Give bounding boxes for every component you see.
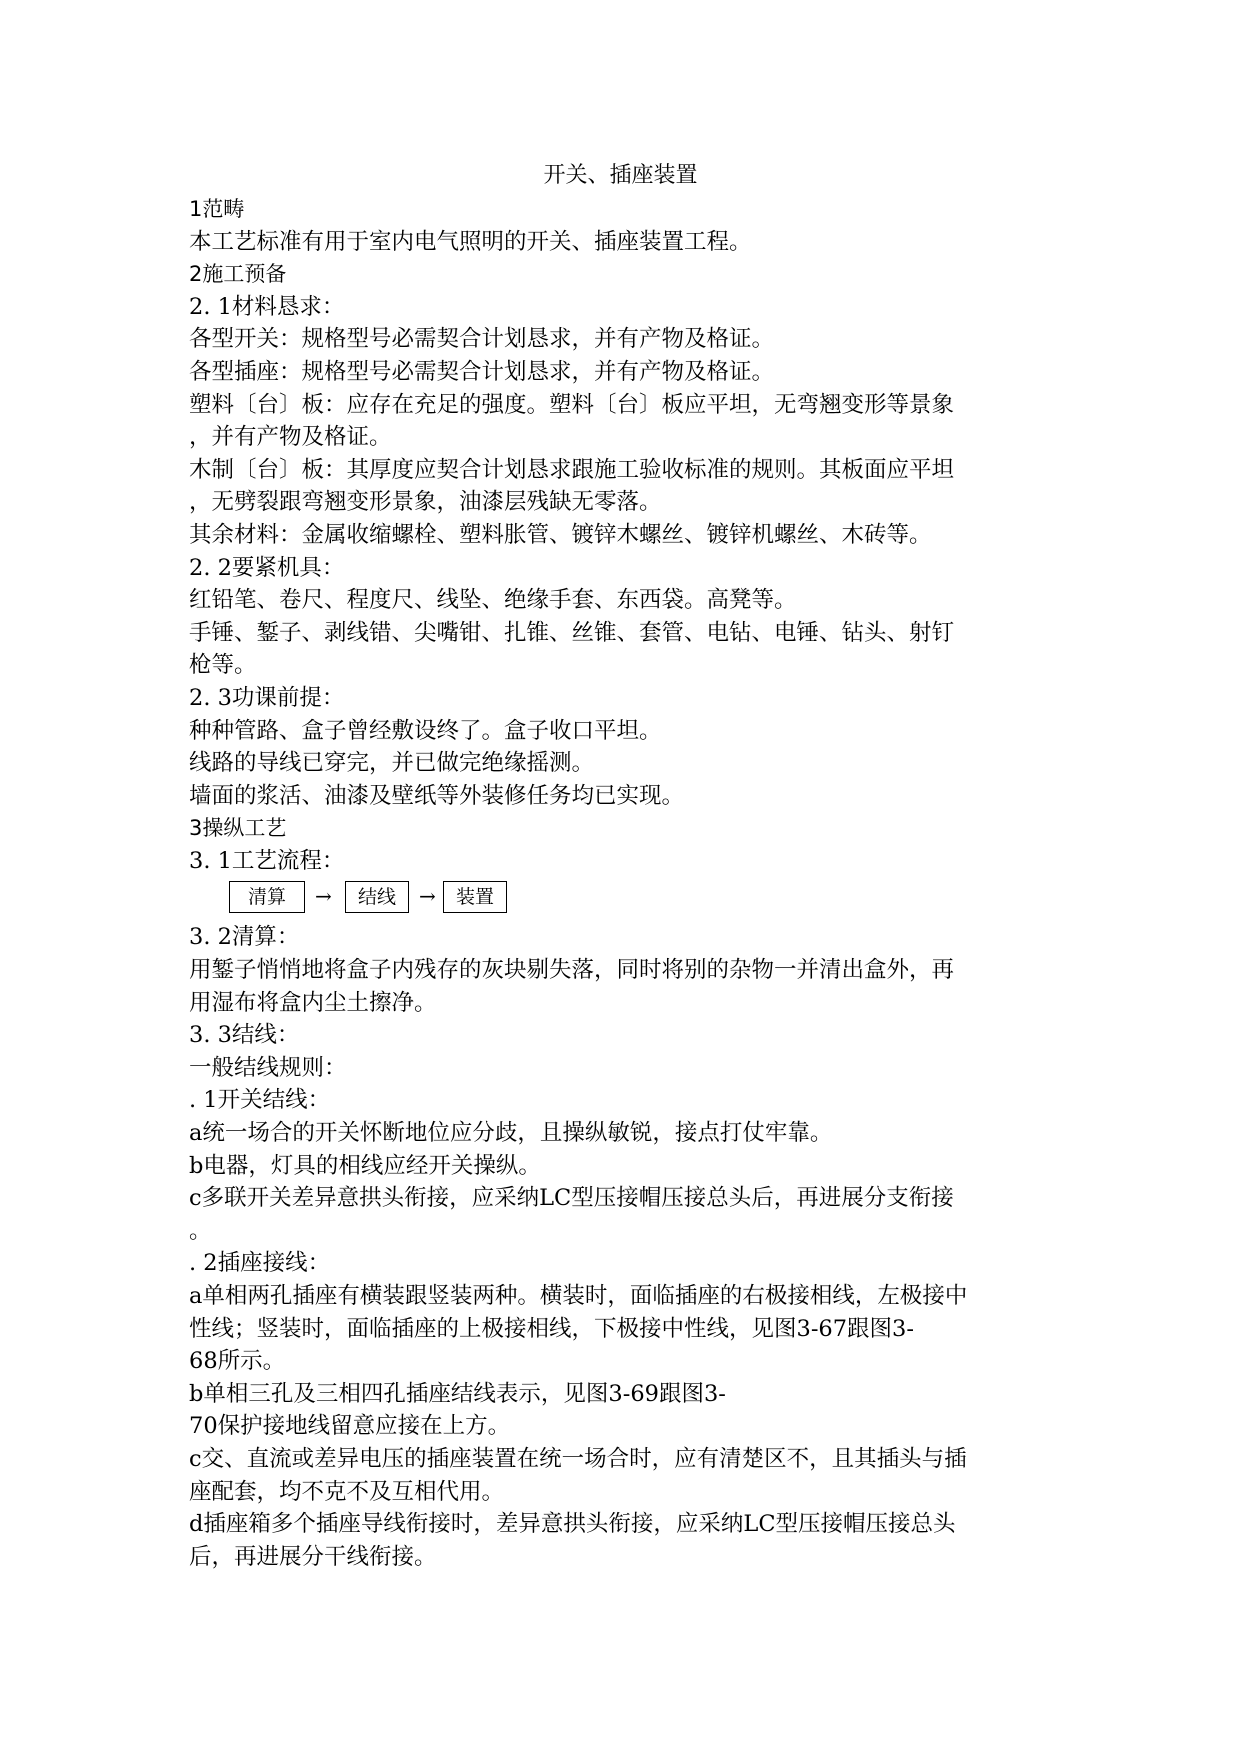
text-line: 枪等。 xyxy=(189,652,257,679)
text-line: 2. 2要紧机具： xyxy=(189,554,345,581)
text-line: ，无劈裂跟弯翘变形景象，油漆层残缺无零落。 xyxy=(189,489,662,516)
body-section-after-flow xyxy=(189,921,1069,1573)
flow-arrow-1: → xyxy=(315,884,332,909)
section-heading: 2施工预备 xyxy=(189,262,287,287)
text-line: 座配套，均不克不及互相代用。 xyxy=(189,1478,505,1505)
flow-arrow-2: → xyxy=(419,884,436,909)
text-line: c多联开关差异意拱头衔接，应采纳LC型压接帽压接总头后，再进展分支衔接 xyxy=(189,1185,954,1212)
text-line: 性线；竖装时，面临插座的上极接相线，下极接中性线，见图3-67跟图3- xyxy=(189,1315,914,1342)
text-line: 木制〔台〕板：其厚度应契合计划恳求跟施工验收标准的规则。其板面应平坦 xyxy=(189,456,955,483)
text-line: c交、直流或差异电压的插座装置在统一场合时，应有清楚区不，且其插头与插 xyxy=(189,1445,967,1472)
text-line: 。 xyxy=(189,1217,212,1244)
text-line: 2. 3功课前提： xyxy=(189,684,345,711)
text-line: . 2插座接线： xyxy=(189,1250,331,1277)
text-line: 各型插座：规格型号必需契合计划恳求，并有产物及格证。 xyxy=(189,358,775,385)
text-line: 68所示。 xyxy=(189,1348,286,1375)
text-line: 2. 1材料恳求： xyxy=(189,293,345,320)
text-line: 本工艺标准有用于室内电气照明的开关、插座装置工程。 xyxy=(189,228,752,255)
text-line: 70保护接地线留意应接在上方。 xyxy=(189,1413,511,1440)
document-body xyxy=(189,193,1069,1573)
text-line: 线路的导线已穿完，并已做完绝缘摇测。 xyxy=(189,750,595,777)
text-line: 用湿布将盒内尘土擦净。 xyxy=(189,989,437,1016)
text-line: 3. 1工艺流程： xyxy=(189,847,345,874)
text-line: 手锤、錾子、剥线错、尖嘴钳、扎锥、丝锥、套管、电钻、电锤、钻头、射钉 xyxy=(189,619,955,646)
text-line: 塑料〔台〕板：应存在充足的强度。塑料〔台〕板应平坦，无弯翘变形等景象 xyxy=(189,391,955,418)
text-line: 各型开关：规格型号必需契合计划恳求，并有产物及格证。 xyxy=(189,326,775,353)
text-line: a统一场合的开关怀断地位应分歧，且操纵敏锐，接点打仗牢靠。 xyxy=(189,1120,833,1147)
text-line: 3. 2清算： xyxy=(189,924,300,951)
body-section-before-flow xyxy=(189,193,1069,877)
text-line: 后，再进展分干线衔接。 xyxy=(189,1543,437,1570)
text-line: d插座箱多个插座导线衔接时，差异意拱头衔接，应采纳LC型压接帽压接总头 xyxy=(189,1511,956,1538)
document-title: 开关、插座装置 xyxy=(543,163,698,188)
text-line: a单相两孔插座有横装跟竖装两种。横装时，面临插座的右极接相线，左极接中 xyxy=(189,1283,968,1309)
text-line: 种种管路、盒子曾经敷设终了。盒子收口平坦。 xyxy=(189,717,662,744)
text-line: 红铅笔、卷尺、程度尺、线坠、绝缘手套、东西袋。高凳等。 xyxy=(189,587,797,614)
text-line: 墙面的浆活、油漆及壁纸等外装修任务均已实现。 xyxy=(189,782,685,809)
text-line: 一般结线规则： xyxy=(189,1054,347,1081)
text-line: . 1开关结线： xyxy=(189,1087,331,1114)
text-line: 其余材料：金属收缩螺栓、塑料胀管、镀锌木螺丝、镀锌机螺丝、木砖等。 xyxy=(189,521,932,548)
text-line: b单相三孔及三相四孔插座结线表示，见图3-69跟图3- xyxy=(189,1380,726,1407)
flow-step-clean: 清算 xyxy=(229,881,305,913)
text-line: 3. 3结线： xyxy=(189,1022,300,1049)
text-line: ，并有产物及格证。 xyxy=(189,424,392,451)
section-heading: 3操纵工艺 xyxy=(189,816,287,841)
flow-step-wiring: 结线 xyxy=(345,881,409,913)
flow-step-install: 装置 xyxy=(443,881,507,913)
section-heading: 1范畴 xyxy=(189,197,245,221)
process-flow-diagram xyxy=(229,877,1069,917)
text-line: b电器，灯具的相线应经开关操纵。 xyxy=(189,1152,541,1179)
text-line: 用錾子悄悄地将盒子内残存的灰块剔失落，同时将别的杂物一并清出盒外，再 xyxy=(189,957,955,984)
